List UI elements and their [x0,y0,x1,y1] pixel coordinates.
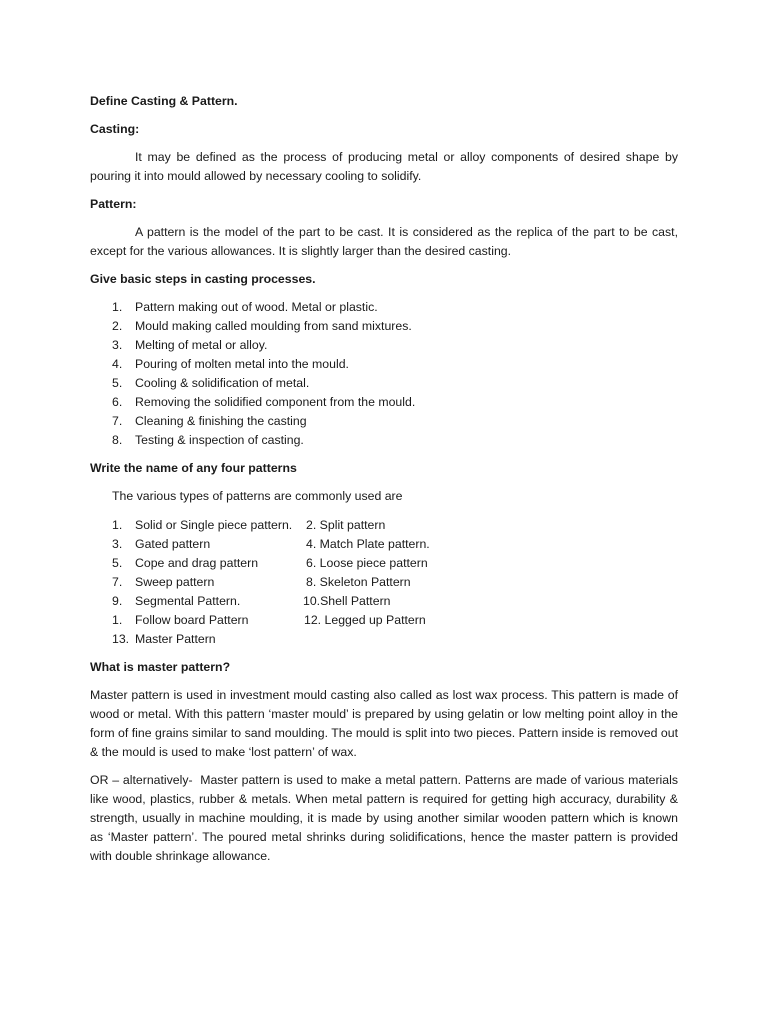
list-number: 5. [112,556,123,570]
casting-paragraph: It may be defined as the process of producing metal or alloy components of desired shape by pouring it into mould allowed by necessary cooling to solidify. [90,150,678,183]
list-number: 4. [112,357,123,371]
list-item [90,516,678,535]
four-patterns-intro: The various types of patterns are commonly used are [112,489,403,503]
list-item [90,317,678,336]
pattern-right [306,630,678,649]
list-text: Cooling & solidification of metal. [135,376,310,390]
pattern-left: Sweep pattern [135,575,215,589]
list-text: Mould making called moulding from sand mixtures. [135,319,412,333]
list-number: 1. [112,300,123,314]
master-pattern-paragraph-2: OR – alternatively- Master pattern is used to make a metal pattern. Patterns are made of various materials like wood, plastics, rubber & metals. When metal pattern is required for getting high accuracy, durability & strength, usually in machine moulding, it is made by using another similar wooden pattern which is known as ‘Master pattern’. The poured metal shrinks during solidifications, hence the master pattern is provided with double shrinkage allowance. [90,773,682,863]
pattern-left: Master Pattern [135,632,216,646]
pattern-right: 12. Legged up Pattern [304,613,426,627]
steps-heading: Give basic steps in casting processes. [90,272,316,286]
pattern-right: 2. Split pattern [306,518,386,532]
list-item [90,374,678,393]
list-item [90,393,678,412]
list-number: 5. [112,376,123,390]
list-text: Pouring of molten metal into the mould. [135,357,349,371]
list-number: 6. [112,395,123,409]
list-item [90,611,678,630]
list-number: 2. [112,319,123,333]
pattern-left: Cope and drag pattern [135,556,259,570]
list-text: Removing the solidified component from the mould. [135,395,416,409]
list-text: Cleaning & finishing the casting [135,414,307,428]
list-item [90,573,678,592]
document-title: Define Casting & Pattern. [90,94,238,108]
list-number: 1. [112,518,123,532]
list-item [90,412,678,431]
pattern-right: 10.Shell Pattern [303,594,391,608]
document-body [90,92,682,875]
casting-steps-list [90,298,678,450]
four-patterns-heading: Write the name of any four patterns [90,461,297,475]
list-item [90,431,678,450]
list-number: 7. [112,575,123,589]
pattern-heading: Pattern: [90,197,137,211]
list-item [90,336,678,355]
pattern-left: Gated pattern [135,537,211,551]
list-item [90,355,678,374]
master-pattern-paragraph-1: Master pattern is used in investment mould casting also called as lost wax process. This pattern is made of wood or metal. With this pattern ‘master mould’ is prepared by using gelatin or low melting point alloy in the form of fine grains similar to sand moulding. The mould is split into two pieces. Pattern inside is removed out & the mould is used to make ‘lost pattern’ of wax. [90,688,678,759]
pattern-left: Follow board Pattern [135,613,249,627]
list-number: 7. [112,414,123,428]
master-pattern-heading: What is master pattern? [90,660,231,674]
pattern-right: 4. Match Plate pattern. [306,537,430,551]
list-number: 3. [112,537,123,551]
list-text: Testing & inspection of casting. [135,433,304,447]
pattern-right: 6. Loose piece pattern [306,556,428,570]
list-item [90,298,678,317]
list-item [90,592,678,611]
list-text: Melting of metal or alloy. [135,338,268,352]
list-number: 1. [112,613,123,627]
pattern-left: Segmental Pattern. [135,594,241,608]
list-number: 13. [112,632,130,646]
pattern-right: 8. Skeleton Pattern [306,575,411,589]
list-item [90,535,678,554]
pattern-types-list [90,516,678,649]
pattern-paragraph: A pattern is the model of the part to be cast. It is considered as the replica of the part to be cast, except for the various allowances. It is slightly larger than the desired casting. [90,225,678,258]
list-number: 9. [112,594,123,608]
pattern-left: Solid or Single piece pattern. [135,518,293,532]
casting-heading: Casting: [90,122,140,136]
list-text: Pattern making out of wood. Metal or plastic. [135,300,378,314]
list-item [90,554,678,573]
list-item [90,630,678,649]
list-number: 3. [112,338,123,352]
list-number: 8. [112,433,123,447]
